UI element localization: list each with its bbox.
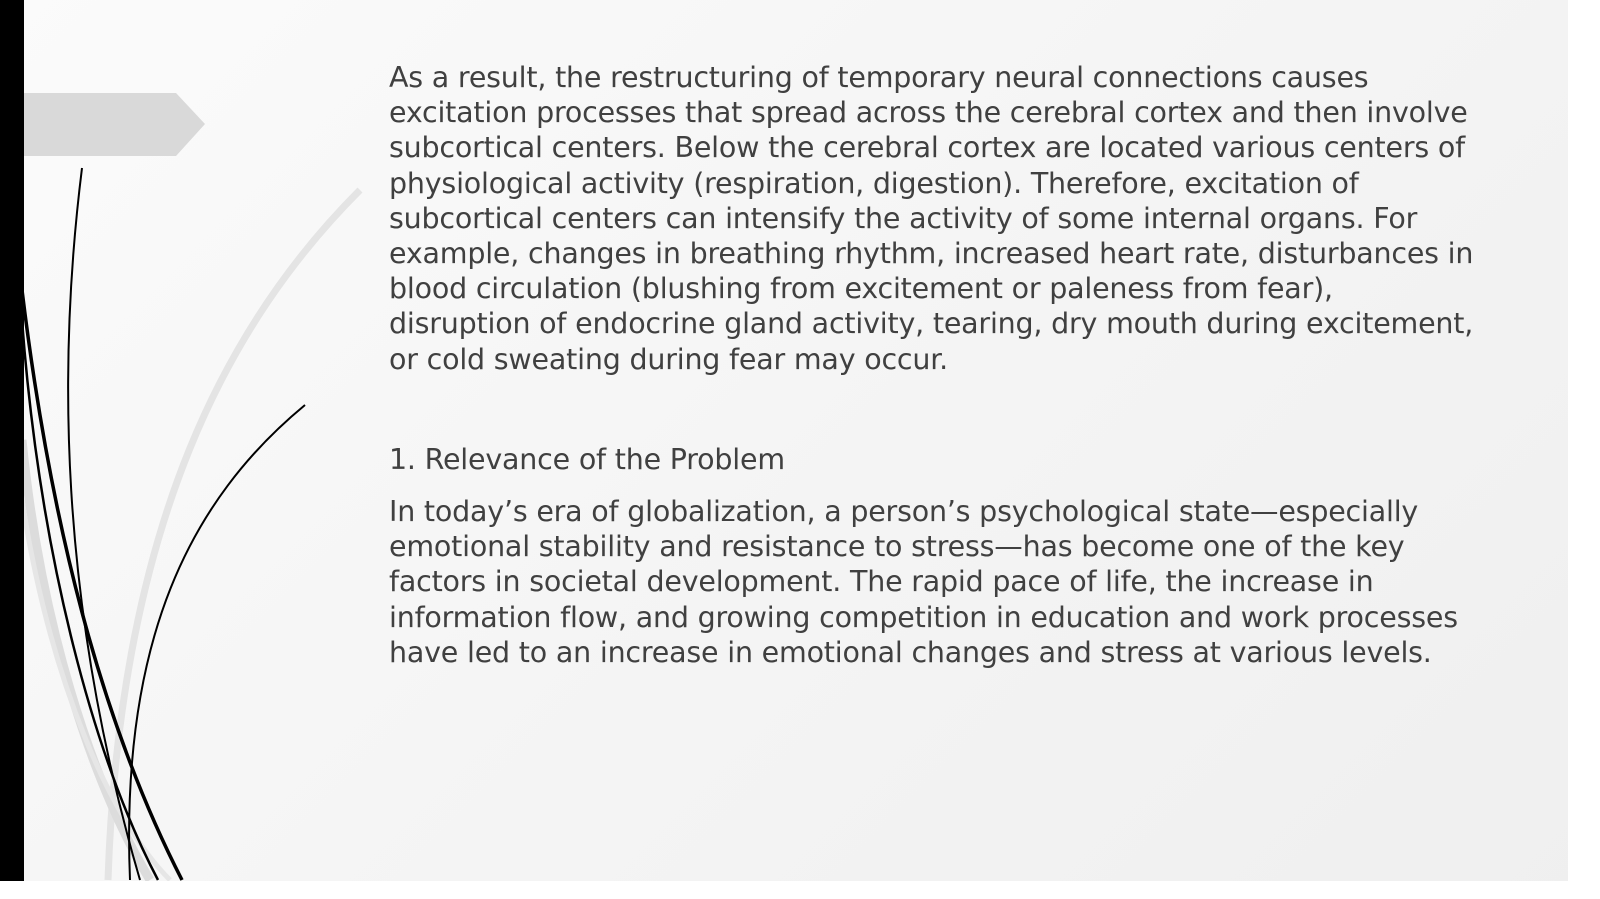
black-curve-1 — [68, 168, 140, 880]
bottom-edge — [0, 881, 1600, 899]
black-curve-4 — [129, 405, 305, 880]
body-paragraph-1: As a result, the restructuring of temporary neural connections causes excitation processes that spread across the cerebral cortex and then involve subcortical centers. Below the cerebral cortex are located various centers of physiological activity (respiration, digestion). Therefore, excitation of subcortical centers can intensify the activity of some internal organs. For example, changes in breathing rhythm, increased heart rate, disturbances in blood circulation (blushing from excitement or paleness from fear), disruption of endocrine gland activity, tearing, dry mouth during excitement, or cold sweating during fear may occur. — [389, 61, 1474, 376]
section-heading: 1. Relevance of the Problem — [389, 442, 785, 476]
left-accent-bar — [0, 0, 24, 899]
slide-body — [389, 60, 1479, 670]
body-paragraph-2: In today’s era of globalization, a person’s psychological state—especially emotional stability and resistance to stress—has become one of the key factors in societal development. The rapid pace of life, the increase in information flow, and growing competition in education and work processes have led to an increase in emotional changes and stress at various levels. — [389, 495, 1458, 669]
grey-swoosh-1 — [108, 190, 360, 880]
section-tab-shape — [0, 93, 205, 156]
right-edge — [1568, 0, 1600, 899]
